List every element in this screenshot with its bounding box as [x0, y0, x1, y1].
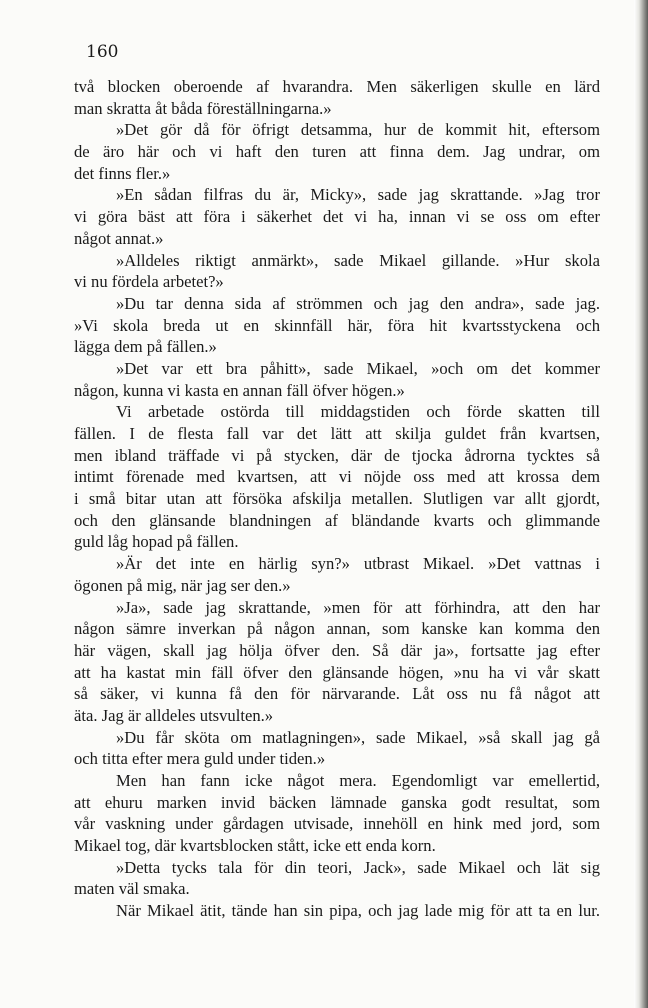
text-line: och titta efter mera guld under tiden.» — [74, 749, 326, 769]
text-line: att ha kastat min fäll öfver den glänsande högen, »nu ha vi vår skatt — [74, 662, 600, 682]
text-line: vi nu fördela arbetet?» — [74, 272, 224, 292]
text-line: i små bitar utan att försöka afskilja metallen. Slutligen var allt gjordt, — [74, 489, 600, 509]
text-line: lägga dem på fällen.» — [74, 337, 217, 357]
text-line: »En sådan filfras du är, Micky», sade jag skrattande. »Jag tror — [116, 185, 600, 205]
text-line: och den glänsande blandningen af bländande kvarts och glimmande — [74, 510, 600, 530]
text-line: Vi arbetade ostörda till middagstiden och förde skatten till — [116, 402, 600, 422]
text-line: intimt förenade med kvartsen, att vi nöjde oss med att krossa dem — [74, 467, 600, 487]
text-line: »Det gör då för öfrigt detsamma, hur de kommit hit, eftersom — [116, 120, 600, 140]
text-line: äta. Jag är alldeles utsvulten.» — [74, 705, 274, 725]
text-line: maten väl smaka. — [74, 879, 190, 899]
text-line: här vägen, skall jag hölja öfver den. Så där ja», fortsatte jag efter — [74, 640, 600, 660]
text-line: det finns fler.» — [74, 163, 171, 183]
text-line: men ibland träffade vi på stycken, där de tjocka ådrorna tycktes så — [74, 445, 600, 465]
text-line: någon, kunna vi kasta en annan fäll öfver högen.» — [74, 380, 405, 400]
page-number: 160 — [86, 42, 119, 62]
text-line: »Du tar denna sida af strömmen och jag den andra», sade jag. — [116, 293, 600, 313]
text-line: de äro här och vi haft den turen att finna dem. Jag undrar, om — [74, 142, 600, 162]
text-line: att ehuru marken invid bäcken lämnade ganska godt resultat, som — [74, 792, 600, 812]
text-line: »Är det inte en härlig syn?» utbrast Mikael. »Det vattnas i — [116, 554, 600, 574]
text-line: Men han fann icke något mera. Egendomligt var emellertid, — [116, 771, 600, 790]
text-line: något annat.» — [74, 228, 164, 248]
text-line: »Du får sköta om matlagningen», sade Mikael, »så skall jag gå — [116, 727, 600, 747]
text-line: »Alldeles riktigt anmärkt», sade Mikael gillande. »Hur skola — [116, 250, 600, 270]
text-line: två blocken oberoende af hvarandra. Men säkerligen skulle en lärd — [74, 77, 600, 96]
text-line: vi göra bäst att föra i säkerhet det vi ha, innan vi se oss om efter — [74, 207, 600, 227]
text-line: »Detta tycks tala för din teori, Jack», sade Mikael och lät sig — [116, 857, 600, 877]
text-line: så säker, vi kunna få den för närvarande. Låt oss nu få något att — [74, 684, 600, 704]
text-line: »Ja», sade jag skrattande, »men för att förhindra, att den har — [116, 597, 600, 617]
text-line: »Det var ett bra påhitt», sade Mikael, »och om det kommer — [116, 358, 600, 378]
text-line: Mikael tog, där kvartsblocken stått, icke ett enda korn. — [74, 836, 436, 856]
text-line: När Mikael ätit, tände han sin pipa, och jag lade mig för att ta en lur. — [116, 901, 600, 921]
text-line: guld låg hopad på fällen. — [74, 532, 239, 552]
body-text — [74, 76, 600, 922]
text-line: »Vi skola breda ut en skinnfäll här, föra hit kvartsstyckena och — [74, 315, 600, 335]
page-edge-shadow — [634, 0, 648, 1008]
text-line: ögonen på mig, när jag ser den.» — [74, 575, 291, 595]
text-line: fällen. I de flesta fall var det lätt att skilja guldet från kvartsen, — [74, 424, 600, 443]
text-line: man skratta åt båda föreställningarna.» — [74, 98, 332, 118]
text-line: någon sämre inverkan på någon annan, som kanske kan komma den — [74, 619, 600, 639]
text-line: vår vaskning under gårdagen utvisade, innehöll en hink med jord, som — [74, 814, 600, 834]
